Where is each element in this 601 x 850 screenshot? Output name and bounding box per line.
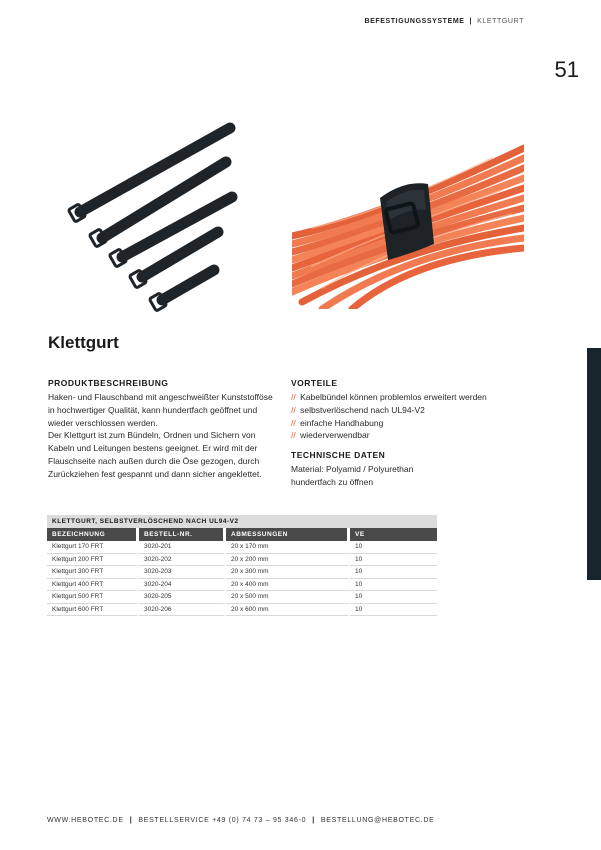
table-cell: 10 [350, 554, 437, 567]
table-cell: 3020-206 [139, 604, 226, 617]
table-row [47, 591, 437, 604]
header-current: KLETTGURT [477, 18, 524, 25]
table-cell: 20 x 600 mm [226, 604, 350, 617]
advantage-item: // Kabelbündel können problemlos erweitert werden [291, 392, 487, 402]
table-cell: Klettgurt 300 FRT [47, 566, 139, 579]
description-section [48, 378, 280, 481]
table-cell: Klettgurt 170 FRT [47, 541, 139, 554]
straps-product-image [48, 112, 266, 322]
technical-line: Material: Polyamid / Polyurethan [291, 464, 414, 475]
footer-separator: | [312, 817, 315, 824]
page-number: 51 [554, 57, 579, 82]
strap-5 [149, 270, 214, 311]
page-header [364, 18, 524, 25]
table-cell: 10 [350, 604, 437, 617]
table-cell: 3020-201 [139, 541, 226, 554]
table-cell: Klettgurt 500 FRT [47, 591, 139, 604]
table-cell: 20 x 300 mm [226, 566, 350, 579]
footer-email-link[interactable]: BESTELLUNG@HEBOTEC.DE [320, 817, 435, 824]
article-table [47, 528, 437, 616]
table-cell: 10 [350, 579, 437, 592]
description-text-2: Der Klettgurt ist zum Bündeln, Ordnen und Sichern von Kabeln und Leitungen bestens geeignet. Er wird mit der Flauschseite nach außen durch die Öse gezogen, durch Zurückziehen fest gespannt und dann sicher angeklettet. [48, 430, 262, 479]
table-header-row [47, 528, 437, 541]
advantages-list [291, 391, 531, 442]
table-row [47, 541, 437, 554]
advantages-section [291, 378, 531, 489]
page-footer [47, 817, 434, 824]
table-row [47, 554, 437, 567]
cable-bundle-image [292, 128, 524, 309]
table-cell: 3020-204 [139, 579, 226, 592]
table-cell: 20 x 400 mm [226, 579, 350, 592]
table-cell: 10 [350, 591, 437, 604]
side-tab-marker [587, 348, 601, 580]
product-title: Klettgurt [48, 333, 119, 352]
technical-line: hundertfach zu öffnen [291, 476, 374, 487]
header-section[interactable]: BEFESTIGUNGSSYSTEME [364, 18, 465, 25]
table-title: KLETTGURT, SELBSTVERLÖSCHEND NACH UL94-V2 [47, 515, 437, 528]
advantage-item: // einfache Handhabung [291, 417, 384, 428]
footer-separator: | [129, 817, 133, 824]
table-row [47, 604, 437, 617]
advantage-item: // wiederverwendbar [291, 430, 370, 441]
table-row [47, 566, 437, 579]
table-cell: Klettgurt 200 FRT [47, 554, 139, 567]
footer-service-phone[interactable]: BESTELLSERVICE +49 (0) 74 73 – 95 346-0 [138, 817, 307, 824]
list-marker: // [291, 404, 296, 415]
table-cell: 10 [350, 566, 437, 579]
product-table [47, 515, 437, 616]
table-cell: 3020-203 [139, 566, 226, 579]
table-cell: 20 x 200 mm [226, 554, 350, 567]
description-heading: PRODUKTBESCHREIBUNG [48, 378, 169, 388]
table-cell: 3020-202 [139, 554, 226, 567]
table-row [47, 579, 437, 592]
advantage-item: // selbstverlöschend nach UL94-V2 [291, 404, 425, 415]
list-marker: // [291, 392, 296, 402]
column-header: BESTELL-NR. [139, 528, 226, 541]
column-header: VE [350, 528, 437, 541]
list-marker: // [291, 417, 296, 428]
column-header: BEZEICHNUNG [47, 528, 139, 541]
table-cell: 20 x 170 mm [226, 541, 350, 554]
technical-section [291, 450, 531, 489]
header-separator: | [469, 18, 473, 25]
list-marker: // [291, 430, 296, 441]
table-cell: Klettgurt 600 FRT [47, 604, 139, 617]
table-cell: 10 [350, 541, 437, 554]
advantages-heading: VORTEILE [291, 378, 338, 388]
description-text-1: Haken- und Flauschband mit angeschweißter Kunststofföse in hochwertiger Qualität, kann hundertfach geöffnet und wieder verschlossen werden. [48, 392, 273, 428]
table-cell: 3020-205 [139, 591, 226, 604]
table-cell: 20 x 500 mm [226, 591, 350, 604]
footer-website-link[interactable]: WWW.HEBOTEC.DE [47, 817, 124, 824]
table-cell: Klettgurt 400 FRT [47, 579, 139, 592]
column-header: ABMESSUNGEN [226, 528, 350, 541]
technical-heading: TECHNISCHE DATEN [291, 450, 386, 461]
